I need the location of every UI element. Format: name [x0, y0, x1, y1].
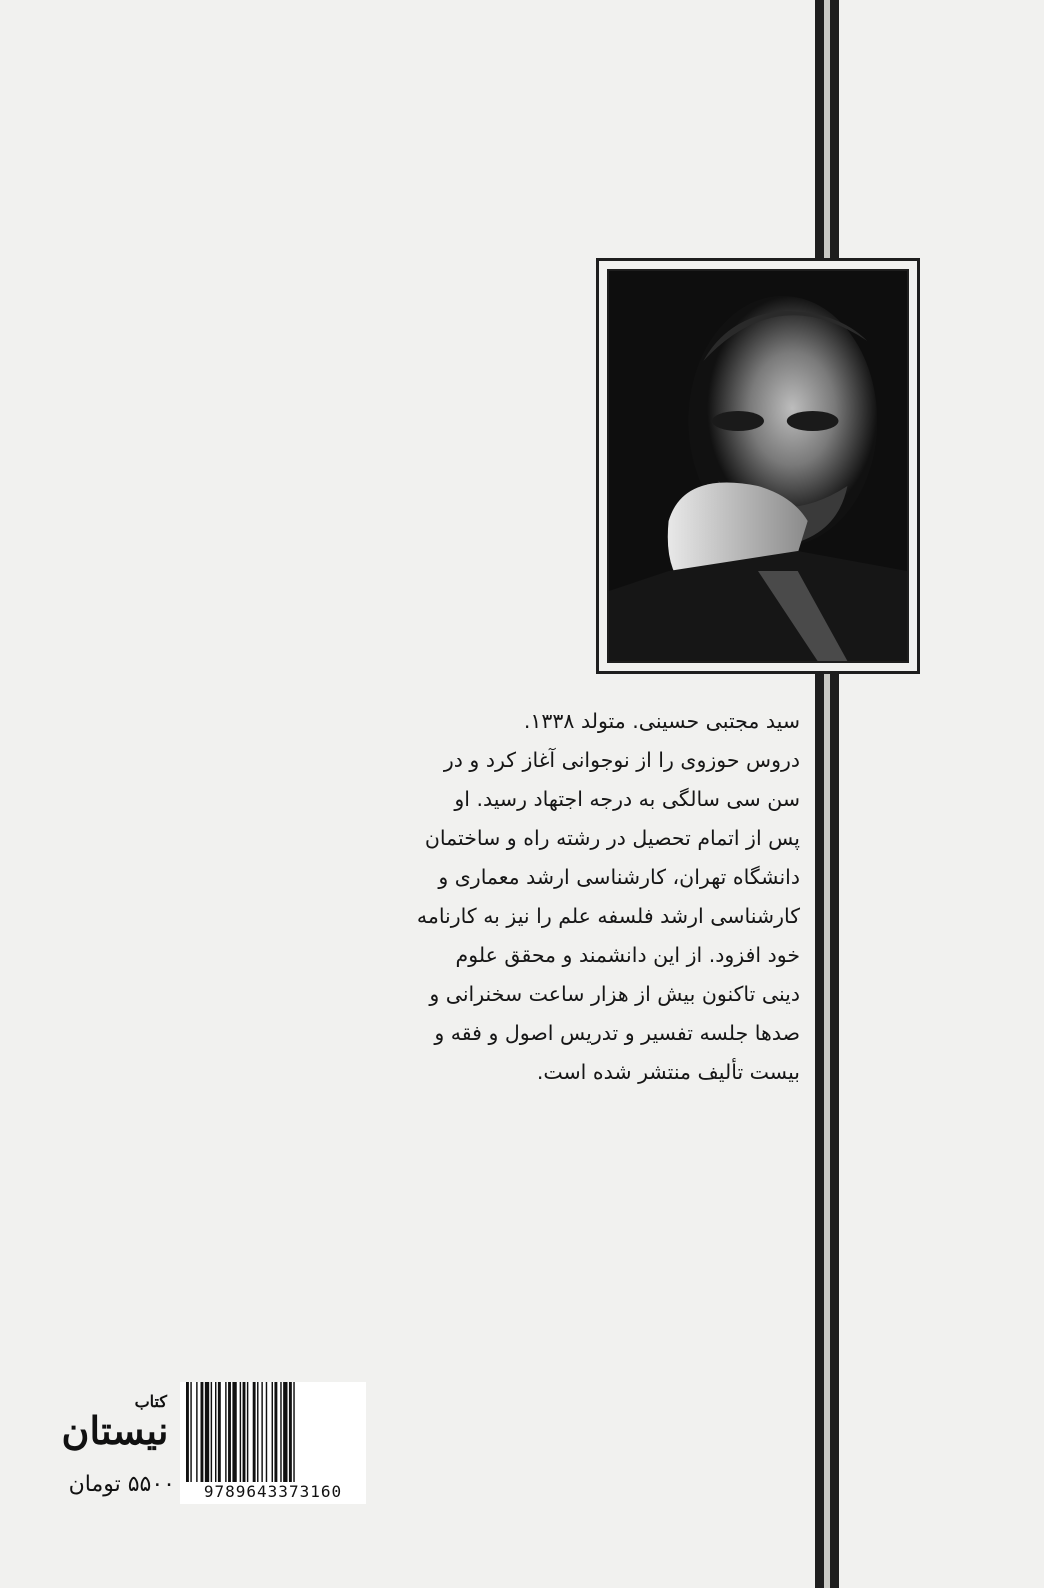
bio-line: دانشگاه تهران، کارشناسی ارشد معماری و — [438, 865, 800, 889]
bio-line: پس از اتمام تحصیل در رشته راه و ساختمان — [424, 826, 800, 850]
author-photo — [607, 269, 909, 663]
bio-line: بیست تألیف منتشر شده است. — [536, 1060, 800, 1084]
bio-line: سید مجتبی حسینی. متولد ۱۳۳۸. — [523, 709, 800, 733]
bio-line: کارشناسی ارشد فلسفه علم را نیز به کارنامه — [416, 904, 800, 928]
isbn-number: 9789643373160 — [203, 1482, 343, 1501]
price-label: ۵۵۰۰ تومان — [68, 1472, 175, 1497]
bio-line: دروس حوزوی را از نوجوانی آغاز کرد و در — [443, 748, 800, 772]
bio-line: خود افزود. از این دانشمند و محقق علوم — [455, 943, 800, 967]
bio-line: سن سی سالگی به درجه اجتهاد رسید. او — [454, 787, 800, 811]
barcode — [180, 1382, 366, 1504]
author-photo-frame — [596, 258, 920, 674]
bio-line: صدها جلسه تفسیر و تدریس اصول و فقه و — [434, 1021, 800, 1045]
barcode-bars-icon — [186, 1382, 360, 1482]
bio-line: دینی تاکنون بیش از هزار ساعت سخنرانی و — [429, 982, 800, 1006]
author-biography — [405, 702, 800, 1092]
publisher-logo-small-text: کتاب — [134, 1392, 167, 1411]
publisher-logo-name: نیستان — [61, 1408, 169, 1453]
decorative-vertical-bar-top — [815, 0, 839, 258]
author-portrait-image — [609, 271, 907, 661]
decorative-vertical-bar-bottom — [815, 672, 839, 1588]
publisher-logo — [55, 1392, 175, 1462]
